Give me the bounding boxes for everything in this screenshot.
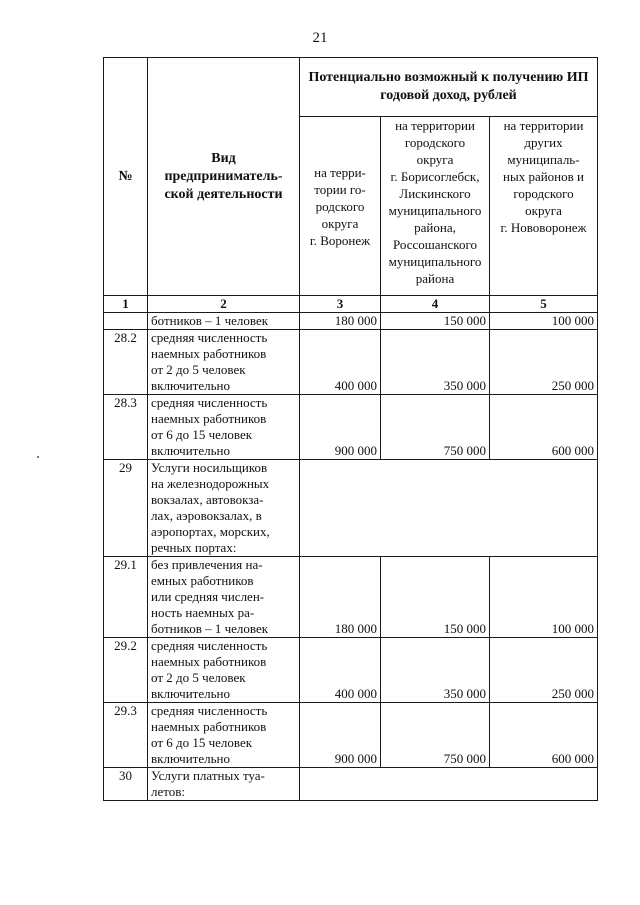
column-number: 3 [300,296,381,313]
income-table [103,57,598,801]
value-other: 100 000 [490,557,598,638]
header-activity-type-text: Вид предприниматель- ской деятельности [164,150,283,202]
table-row [104,638,598,703]
column-number: 1 [104,296,148,313]
value-other: 600 000 [490,395,598,460]
value-borisoglebsk: 150 000 [381,557,490,638]
row-code [104,313,148,330]
row-description: средняя численность наемных работников от 2 до 5 человек включительно [148,330,300,395]
value-borisoglebsk: 750 000 [381,395,490,460]
table-row [104,703,598,768]
value-other: 250 000 [490,330,598,395]
row-description: Услуги носильщиков на железнодорожных вокзалах, автовокза- лах, аэровокзалах, в аэропортах, морских, речных портах: [148,460,300,557]
row-code: 29.2 [104,638,148,703]
table-row [104,330,598,395]
row-code: 28.3 [104,395,148,460]
value-borisoglebsk: 750 000 [381,703,490,768]
row-description: без привлечения на- емных работников или средняя числен- ность наемных ра- ботников – 1 человек [148,557,300,638]
column-number: 4 [381,296,490,313]
row-description: Услуги платных туа- летов: [148,768,300,801]
value-borisoglebsk: 150 000 [381,313,490,330]
row-code: 29.3 [104,703,148,768]
value-voronezh: 900 000 [300,395,381,460]
value-voronezh: 180 000 [300,557,381,638]
scan-speck [37,456,39,458]
value-voronezh: 400 000 [300,638,381,703]
column-number: 2 [148,296,300,313]
empty-cell [300,768,598,801]
header-other-districts: на территории других муниципаль- ных районов и городского округа г. Нововоронеж [490,117,598,296]
header-borisoglebsk: на территории городского округа г. Борисоглебск, Лискинского муниципального района, Россошанского муниципального района [381,117,490,296]
table-row [104,557,598,638]
value-voronezh: 900 000 [300,703,381,768]
value-other: 600 000 [490,703,598,768]
value-borisoglebsk: 350 000 [381,330,490,395]
header-activity-type [148,58,300,296]
row-code: 29.1 [104,557,148,638]
table-row [104,460,598,557]
column-number: 5 [490,296,598,313]
row-code: 28.2 [104,330,148,395]
column-numbers-row [104,296,598,313]
value-voronezh: 400 000 [300,330,381,395]
empty-cell [300,460,598,557]
row-description: ботников – 1 человек [148,313,300,330]
row-description: средняя численность наемных работников от 2 до 5 человек включительно [148,638,300,703]
value-other: 100 000 [490,313,598,330]
table-row [104,313,598,330]
page-number: 21 [312,30,328,46]
value-other: 250 000 [490,638,598,703]
table-row [104,395,598,460]
row-description: средняя численность наемных работников от 6 до 15 человек включительно [148,395,300,460]
table-row [104,768,598,801]
header-number: № [104,58,148,296]
value-voronezh: 180 000 [300,313,381,330]
row-code: 29 [104,460,148,557]
row-description: средняя численность наемных работников от 6 до 15 человек включительно [148,703,300,768]
header-voronezh: на терри- тории го- родского округа г. Воронеж [300,117,381,296]
header-income-title: Потенциально возможный к получению ИП годовой доход, рублей [300,58,598,117]
value-borisoglebsk: 350 000 [381,638,490,703]
row-code: 30 [104,768,148,801]
